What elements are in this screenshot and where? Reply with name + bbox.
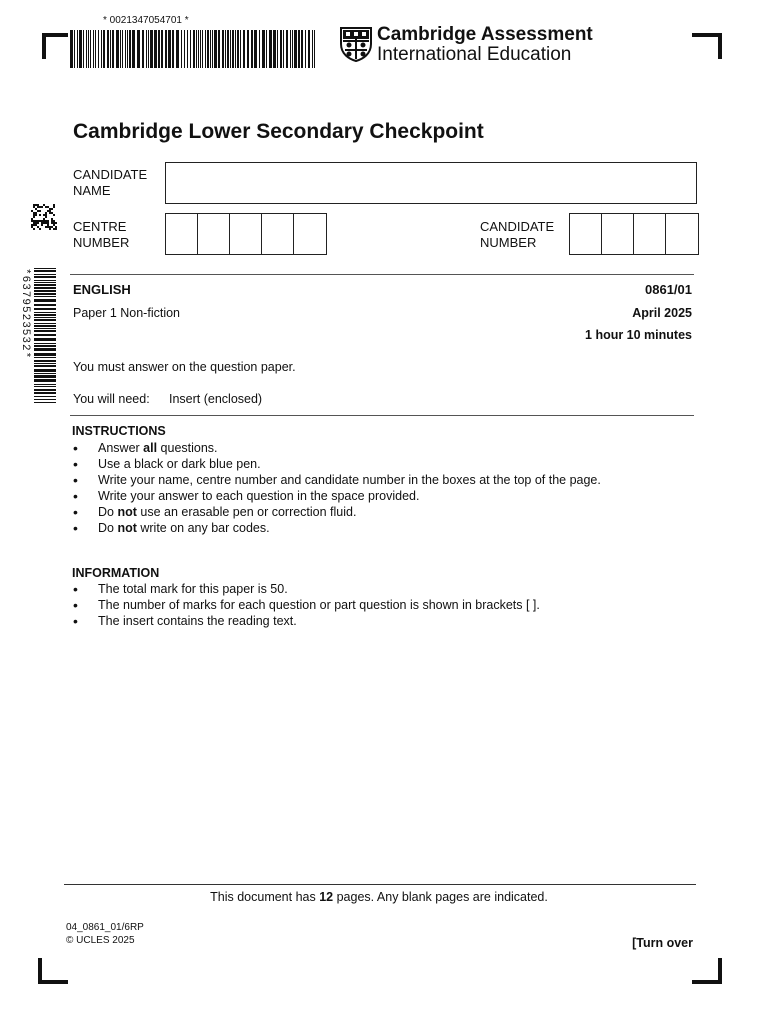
barcode-bar [34,396,56,397]
barcode-bar [34,345,56,347]
centre-number-label [73,219,129,251]
divider-footer [64,884,696,885]
qr-module [33,222,35,224]
need-label: You will need: [73,392,150,406]
barcode-bar [266,30,267,68]
barcode-bar [34,328,56,329]
barcode-bar [262,30,265,68]
qr-module [39,210,41,212]
barcode-bar [88,30,89,68]
qr-module [43,218,45,220]
page-count-note [0,889,758,905]
qr-module [39,220,41,222]
answer-note: You must answer on the question paper. [73,360,296,374]
instructions-list [72,440,601,536]
barcode-bar [251,30,253,68]
page-count-text: This document has [210,890,320,904]
instruction-item [72,520,601,536]
barcode-bar [305,30,306,68]
qr-module [51,226,53,228]
session: April 2025 [632,306,692,320]
candidate-number-label-line2: NUMBER [480,235,537,250]
candidate-number-field[interactable] [569,213,699,255]
barcode-bar [190,30,191,68]
qr-module [53,228,55,230]
centre-number-cell[interactable] [262,214,294,254]
barcode-bar [116,30,119,68]
barcode-bar [269,30,272,68]
instruction-text: use an erasable pen or correction fluid. [136,505,357,519]
qr-module [37,226,39,228]
barcode-bar [207,30,209,68]
reference-code: 04_0861_01/6RP [66,922,144,933]
barcode-bar [34,353,56,356]
qr-module [33,228,35,230]
qr-module [31,210,33,212]
information-heading: INFORMATION [72,566,160,580]
subject: ENGLISH [73,282,131,297]
qr-module [53,206,55,208]
barcode-bar [237,30,239,68]
information-item: • The number of marks for each question or part question is shown in brackets [ ]. [72,597,540,613]
instruction-text: Write your answer to each question in the space provided. [98,489,420,503]
instruction-text: questions. [157,441,218,455]
barcode-bar [34,330,56,332]
candidate-number-cell[interactable] [602,214,634,254]
barcode-bar [247,30,249,68]
divider-top [70,274,694,275]
candidate-number-cell[interactable] [666,214,698,254]
qr-module [35,214,37,216]
instruction-item [72,440,601,456]
instruction-emphasis: all [143,441,158,455]
barcode-bar [232,30,234,68]
barcode-bar [34,317,56,318]
qr-module [53,214,55,216]
qr-module [35,208,37,210]
barcode-bar [298,30,300,68]
qr-module [31,224,33,226]
barcode-bar [243,30,245,68]
qr-module [31,220,33,222]
barcode-bar [34,304,56,306]
qr-module [35,220,37,222]
qr-module [33,216,35,218]
instruction-text: Answer [98,441,144,455]
barcode-bar [34,308,56,310]
barcode-bar [34,293,56,295]
barcode-number: * 0021347054701 * [103,15,189,26]
qr-module [55,226,57,228]
qr-module [35,212,37,214]
barcode-bar [34,363,56,364]
qr-module [47,222,49,224]
barcode-bar [98,30,99,68]
barcode-bar [34,392,56,394]
side-barcode [34,268,56,406]
qr-module [45,220,47,222]
barcode-bar [34,365,56,367]
barcode-bar [70,30,73,68]
qr-module [43,214,45,216]
qr-module [51,208,53,210]
barcode-bar [132,30,135,68]
qr-module [47,210,49,212]
barcode-bar [101,30,102,68]
qr-module [37,220,39,222]
barcode-bar [34,338,56,341]
barcode-bar [200,30,201,68]
barcode-bar [150,30,153,68]
barcode-bar [34,334,56,336]
qr-module [45,226,47,228]
qr-module [39,206,41,208]
qr-module [33,204,35,206]
barcode-bar [95,30,96,68]
barcode-bar [34,290,56,292]
barcode-bar [290,30,291,68]
qr-module [49,208,51,210]
information-item: • The insert contains the reading text. [72,613,540,629]
barcode-bar [34,389,56,391]
barcode-bar [34,402,56,403]
qr-module [41,206,43,208]
qr-module [39,228,41,230]
barcode-bar [107,30,109,68]
centre-number-cell[interactable] [166,214,198,254]
qr-module [49,210,51,212]
instruction-emphasis: not [117,505,137,519]
barcode-bar [125,30,126,68]
qr-module [55,222,57,224]
candidate-number-label [480,219,554,251]
copyright: © UCLES 2025 [66,935,135,946]
barcode-bar [148,30,149,68]
barcode-bar [34,268,56,269]
qr-module [45,222,47,224]
qr-module [41,224,43,226]
barcode-bar [34,348,56,351]
candidate-name-label-text: CANDIDATE NAME [73,167,148,198]
qr-module [49,226,51,228]
qr-module [51,222,53,224]
instruction-item [72,504,601,520]
barcode-bar [34,384,56,385]
qr-module [35,204,37,206]
barcode-bar [187,30,188,68]
barcode-bar [292,30,293,68]
need-value: Insert (enclosed) [169,392,263,406]
qr-module [49,228,51,230]
qr-module [37,204,39,206]
instruction-item [72,472,601,488]
instructions-heading: INSTRUCTIONS [72,424,166,438]
barcode-bar [210,30,211,68]
instruction-text: Do [98,505,118,519]
barcode-bar [34,386,56,387]
page-title: Cambridge Lower Secondary Checkpoint [73,120,484,143]
qr-module [47,220,49,222]
qr-module [51,220,53,222]
instruction-text: Use a black or dark blue pen. [98,457,261,471]
page-count-number: 12 [319,890,334,904]
barcode-bar [222,30,224,68]
divider-middle [70,415,694,416]
centre-number-label-line2: NUMBER [73,235,130,250]
barcode-bar [34,360,56,362]
barcode-bar [93,30,94,68]
barcode-bar [259,30,260,68]
org-name-line2: International Education [377,44,572,65]
qr-module [35,222,37,224]
barcode-bar [142,30,144,68]
qr-module [45,216,47,218]
barcode-bar [79,30,82,68]
barcode-bar [34,312,56,313]
org-name-line1: Cambridge Assessment [377,24,593,45]
barcode-bar [308,30,310,68]
barcode-bar [34,270,56,272]
instruction-emphasis: not [117,521,137,535]
barcode-bar [34,379,56,382]
barcode-bar [235,30,236,68]
qr-module [33,224,35,226]
barcode-bar [122,30,123,68]
barcode-bar [34,375,56,378]
barcode-bar [198,30,199,68]
instruction-text: Do [98,521,118,535]
barcode-bar [137,30,140,68]
qr-module [37,206,39,208]
centre-number-label-line1: CENTRE [73,219,127,234]
barcode-bar [165,30,167,68]
barcode-bar [158,30,160,68]
barcode-bar [34,343,56,344]
qr-module [51,218,53,220]
qr-module [33,220,35,222]
barcode-bar [254,30,257,68]
instruction-text: Write your name, centre number and candidate number in the boxes at the top of the page. [98,473,601,487]
centre-number-field[interactable] [165,213,327,255]
barcode-bar [225,30,226,68]
barcode-bar [193,30,195,68]
barcode-bar [196,30,197,68]
qr-module [31,218,33,220]
qr-module [37,222,39,224]
qr-module [47,224,49,226]
qr-module [39,214,41,216]
barcode-bar [34,296,56,297]
qr-module [31,226,33,228]
candidate-number-cell[interactable] [634,214,666,254]
barcode-bar [240,30,241,68]
barcode-bar [34,284,56,286]
barcode-bar [227,30,229,68]
qr-module [53,220,55,222]
barcode-bar [218,30,220,68]
barcode-bar [202,30,203,68]
barcode-bar [154,30,157,68]
qr-module [41,220,43,222]
information-list [72,581,540,629]
candidate-name-label [73,167,153,199]
barcode-bar [86,30,87,68]
qr-module [41,222,43,224]
barcode-bar [273,30,276,68]
barcode-bar [34,323,56,324]
qr-module [49,212,51,214]
barcode-bar [176,30,179,68]
barcode-bar [283,30,284,68]
qr-module [43,220,45,222]
corner-mark-top-left-v [42,33,46,59]
barcode-bar [294,30,297,68]
centre-number-cell[interactable] [230,214,262,254]
barcode-bar [77,30,78,68]
barcode-bar [34,373,56,374]
qr-module [33,214,35,216]
instruction-item [72,456,601,472]
qr-module [51,212,53,214]
qr-module [33,212,35,214]
duration: 1 hour 10 minutes [585,328,692,342]
corner-mark-bottom-left-h [38,980,68,984]
barcode-bar [280,30,282,68]
cambridge-shield-icon [339,26,373,62]
candidate-number-cell[interactable] [570,214,602,254]
barcode-bar [34,276,56,278]
barcode-bar [74,30,75,68]
barcode-bar [184,30,185,68]
instruction-item [72,488,601,504]
barcode-bar [312,30,313,68]
qr-module [33,206,35,208]
qr-module [53,204,55,206]
barcode-bar [103,30,105,68]
barcode-bar [146,30,147,68]
barcode-bar [34,399,56,400]
barcode-bar [34,369,56,372]
barcode-bar [205,30,206,68]
barcode-bar [34,357,56,358]
side-barcode-text: *6379523532* [19,268,31,360]
barcode-bar [34,274,56,275]
barcode-bar [168,30,171,68]
corner-mark-top-right-v [718,33,722,59]
barcode-bar [129,30,131,68]
barcode-bar [112,30,114,68]
qr-module [53,224,55,226]
qr-module [55,228,57,230]
barcode-bar [161,30,163,68]
centre-number-cell[interactable] [198,214,230,254]
barcode-bar [277,30,278,68]
turn-over: [Turn over [632,936,693,950]
instruction-text: write on any bar codes. [136,521,270,535]
barcode-bar [214,30,217,68]
page-count-text: pages. Any blank pages are indicated. [333,890,548,904]
barcode-bar [314,30,315,68]
paper-name: Paper 1 Non-fiction [73,306,181,320]
candidate-number-label-line1: CANDIDATE [480,219,555,234]
barcode-bar [34,314,56,316]
barcode-bar [34,325,56,327]
barcode-bar [34,319,56,321]
barcode-bar [83,30,84,68]
qr-module [37,210,39,212]
qr-module [45,212,47,214]
qr-code-icon [31,204,57,230]
qr-module [45,214,47,216]
barcode-bar [286,30,288,68]
qr-module [47,206,49,208]
qr-module [35,224,37,226]
qr-module [45,206,47,208]
corner-mark-bottom-left-v [38,958,42,984]
top-barcode [70,30,318,68]
corner-mark-bottom-right-v [718,958,722,984]
barcode-bar [90,30,91,68]
barcode-bar [34,299,56,302]
barcode-bar [127,30,128,68]
centre-number-cell[interactable] [294,214,326,254]
qr-module [43,204,45,206]
candidate-name-field[interactable] [165,162,697,204]
qr-module [47,226,49,228]
qr-module [53,222,55,224]
qr-module [43,222,45,224]
paper-code: 0861/01 [645,282,692,297]
barcode-bar [230,30,231,68]
barcode-bar [181,30,182,68]
barcode-bar [110,30,111,68]
barcode-bar [34,280,56,281]
barcode-bar [34,287,56,289]
barcode-bar [301,30,303,68]
information-item: • The total mark for this paper is 50. [72,581,540,597]
barcode-bar [212,30,213,68]
barcode-bar [120,30,121,68]
barcode-bar [172,30,174,68]
barcode-bar [34,282,56,283]
